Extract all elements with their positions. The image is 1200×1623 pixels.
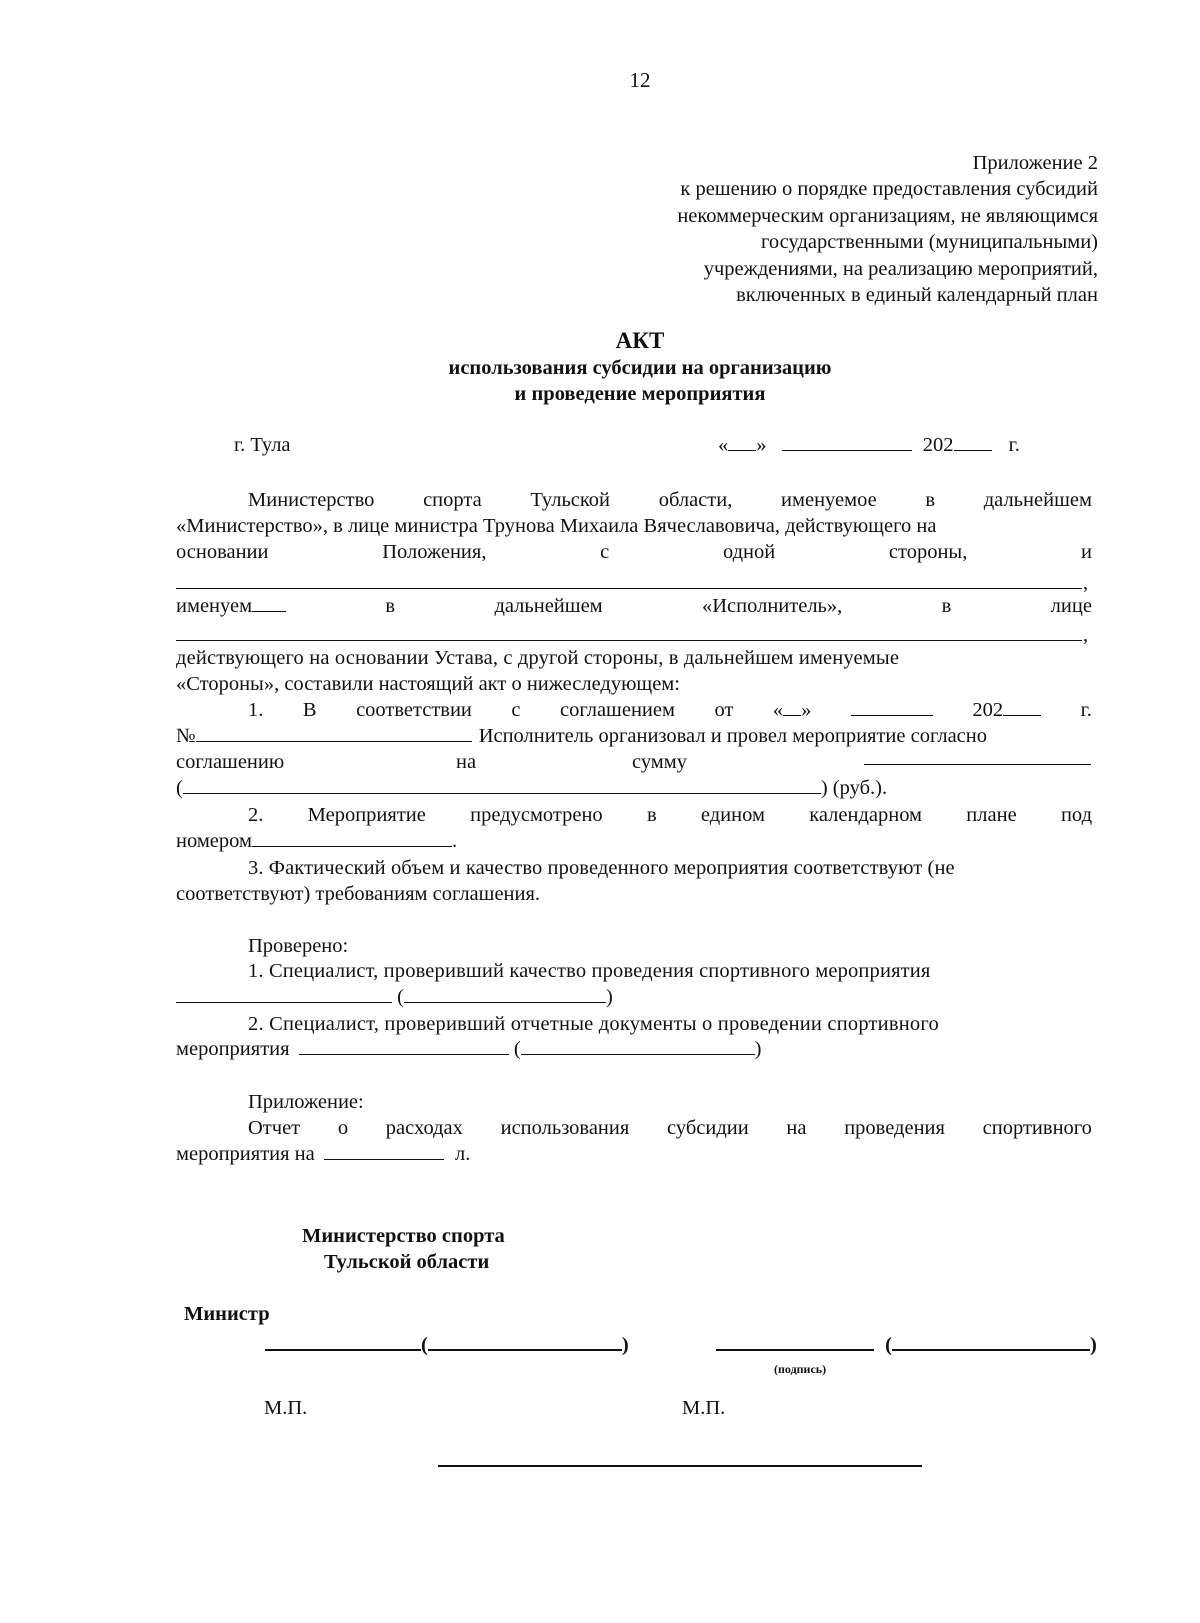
representative-blank[interactable] <box>176 640 1082 641</box>
item-1-line-3-mid: на <box>456 751 477 773</box>
minister-name-blank[interactable] <box>428 1332 622 1351</box>
agreement-year-blank[interactable] <box>1003 698 1041 716</box>
day-blank[interactable] <box>728 433 756 451</box>
sheet-count-blank[interactable] <box>324 1142 444 1160</box>
executor-signature-blank[interactable] <box>716 1332 874 1351</box>
sum-words-blank[interactable] <box>183 776 821 794</box>
minister-signature-blank[interactable] <box>265 1332 421 1351</box>
comma: , <box>1083 624 1089 646</box>
checked-2-line-2: мероприятия ( ) <box>176 1038 762 1060</box>
checked-2-line-1: 2. Специалист, проверивший отчетные документы о проведении спортивного <box>248 1013 939 1035</box>
plan-number-blank[interactable] <box>252 829 452 847</box>
org-name-line-2: Тульской области <box>324 1251 490 1273</box>
checked-1-line-1: 1. Специалист, проверивший качество проведения спортивного мероприятия <box>248 960 931 982</box>
item-1-line-4: ( ) (руб.). <box>176 777 888 799</box>
stamp-right: М.П. <box>682 1397 726 1419</box>
year-blank[interactable] <box>954 433 992 451</box>
intro-line-5: именуем в дальнейшем «Исполнитель», в лице <box>176 595 1092 617</box>
executor-name-blank[interactable] <box>892 1332 1090 1351</box>
attachment-line-2: мероприятия на л. <box>176 1143 471 1165</box>
executor-name-blank[interactable] <box>176 588 1082 589</box>
intro-line-2: «Министерство», в лице министра Трунова Михаила Вячеславовича, действующего на <box>176 515 937 537</box>
org-name-line-1: Министерство спорта <box>302 1225 505 1247</box>
appendix-line: государственными (муниципальными) <box>761 231 1098 254</box>
item-3-line-2: соответствуют) требованиям соглашения. <box>176 883 541 905</box>
executor-signature-row: ( ) <box>716 1332 1097 1358</box>
stamp-left: М.П. <box>264 1397 308 1419</box>
minister-label: Министр <box>184 1303 270 1325</box>
intro-line-1: Министерство спорта Тульской области, именуемое в дальнейшем <box>248 489 1092 511</box>
intro-line-3: основании Положения, с одной стороны, и <box>176 541 1092 563</box>
item-1-line-3-left: соглашению <box>176 751 285 773</box>
appendix-line: включенных в единый календарный план <box>736 284 1098 307</box>
date-field: « » 202 г. <box>718 434 1020 456</box>
item-3-line-1: 3. Фактический объем и качество проведенного мероприятия соответствуют (не <box>248 857 955 879</box>
end-divider <box>438 1465 922 1467</box>
docs-specialist-signature-blank[interactable] <box>299 1037 509 1055</box>
appendix-line: Приложение 2 <box>972 152 1098 174</box>
appendix-line: учреждениями, на реализацию мероприятий, <box>703 257 1098 280</box>
item-1-line-2: № Исполнитель организовал и провел мероприятие согласно <box>176 725 987 747</box>
appendix-header <box>677 150 1098 308</box>
sum-digits-blank[interactable] <box>864 764 1091 765</box>
title-line: использования субсидии на организацию <box>448 356 832 379</box>
item-2-line-2: номером . <box>176 830 458 852</box>
item-1-line-1: 1. В соответствии с соглашением от « » 202 г. <box>248 699 1092 721</box>
title-akt: АКТ <box>615 328 665 353</box>
agreement-day-blank[interactable] <box>783 698 801 716</box>
item-2-line-1: 2. Мероприятие предусмотрено в едином календарном плане под <box>248 804 1092 826</box>
attachment-line-1: Отчет о расходах использования субсидии на проведения спортивного <box>248 1117 1092 1139</box>
appendix-line: некоммерческим организациям, не являющимся <box>677 204 1098 227</box>
agreement-month-blank[interactable] <box>851 698 933 716</box>
comma: , <box>1083 572 1089 594</box>
document-title <box>0 328 1200 408</box>
attachment-heading: Приложение: <box>248 1091 364 1113</box>
signature-caption: (подпись) <box>774 1362 827 1376</box>
agreement-number-blank[interactable] <box>196 724 472 742</box>
city-label: г. Тула <box>234 434 291 456</box>
checked-heading: Проверено: <box>248 935 349 957</box>
quality-specialist-signature-blank[interactable] <box>176 985 392 1003</box>
quality-specialist-name-blank[interactable] <box>404 985 606 1003</box>
month-blank[interactable] <box>782 433 912 451</box>
checked-1-line-2: ( ) <box>176 984 613 1010</box>
suffix-blank[interactable] <box>252 594 286 612</box>
title-line: и проведение мероприятия <box>514 383 766 405</box>
docs-specialist-name-blank[interactable] <box>521 1037 755 1055</box>
page-number: 12 <box>629 68 651 92</box>
minister-signature-row: ( ) <box>265 1332 629 1358</box>
appendix-line: к решению о порядке предоставления субсидий <box>680 178 1098 201</box>
intro-line-7: действующего на основании Устава, с другой стороны, в дальнейшем именуемые <box>176 647 900 669</box>
item-1-line-3-right: сумму <box>632 751 688 773</box>
intro-line-8: «Стороны», составили настоящий акт о нижеследующем: <box>176 673 680 695</box>
